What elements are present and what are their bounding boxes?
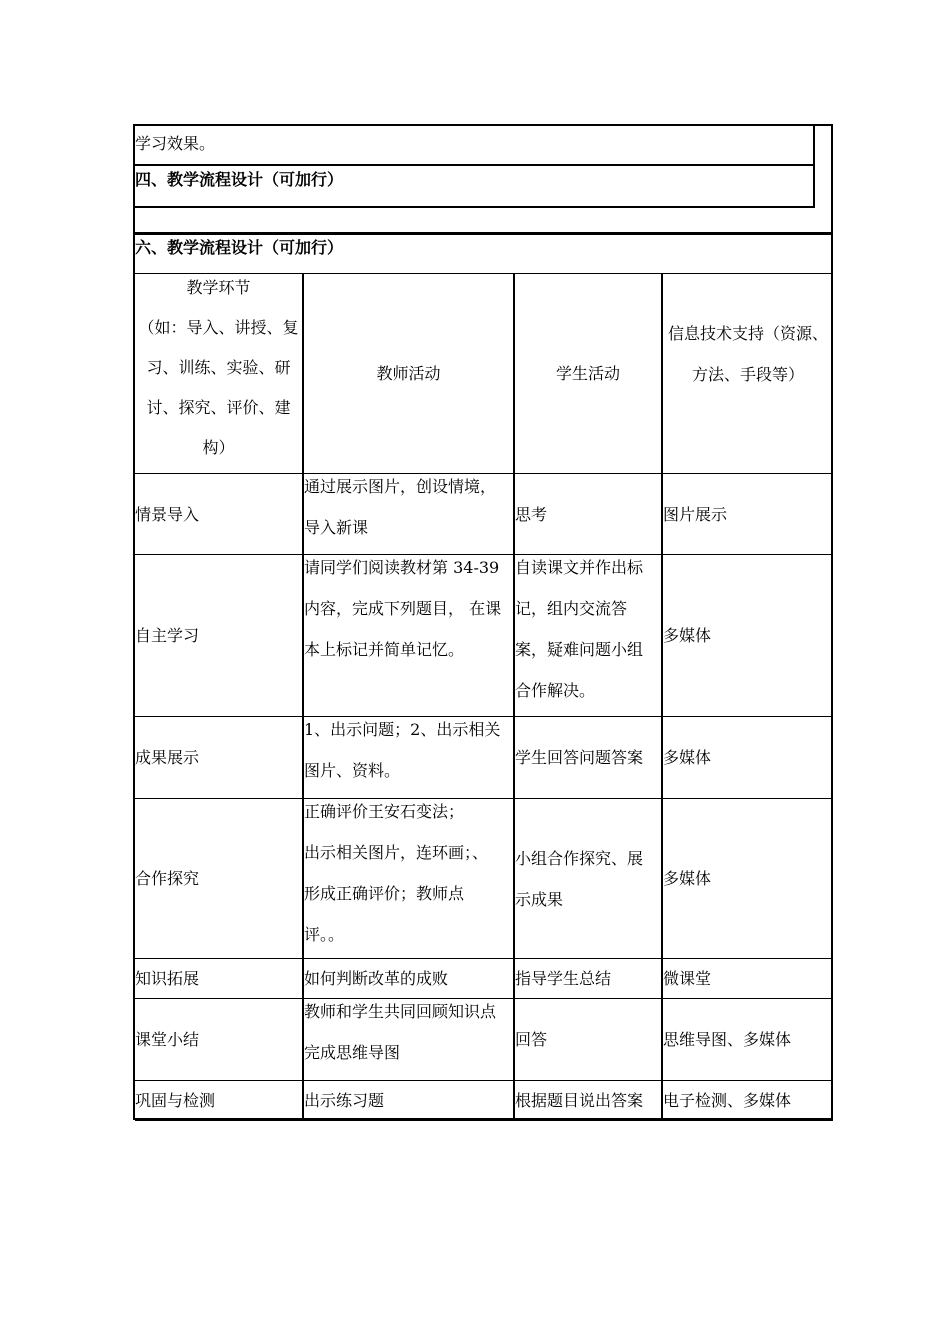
header-tech-wrap (668, 313, 828, 395)
cell-line: 完成思维导图 (304, 1043, 401, 1062)
table-cell-tech (662, 1081, 833, 1121)
cell-text (515, 494, 547, 535)
cell-text (663, 494, 727, 535)
teaching-flow-table (133, 274, 833, 1120)
section6-row (133, 234, 833, 274)
table-cell-student (515, 717, 662, 799)
cell-text (663, 1081, 791, 1121)
cell-line: 学生回答问题答案 (515, 748, 644, 767)
cell-text (135, 615, 199, 656)
table-cell-tech (662, 474, 833, 555)
cell-line: 根据题目说出答案 (515, 1091, 644, 1110)
cell-line: 合作探究 (135, 869, 200, 888)
cell-text (135, 1081, 215, 1121)
cell-line: 多媒体 (663, 748, 712, 767)
header-teacher-label: 教师活动 (376, 364, 441, 383)
cell-text (663, 737, 711, 778)
cell-line: 自读课文并作出标 (515, 558, 644, 577)
cell-text (515, 838, 643, 920)
header-tech (662, 274, 833, 474)
table-cell-student (515, 799, 662, 959)
cell-text (663, 959, 711, 999)
header-stage-line: 构） (202, 438, 235, 457)
table-cell-student (515, 555, 662, 717)
table-cell-tech (662, 799, 833, 959)
header-stage-line: （如：导入、讲授、复 (138, 318, 299, 337)
cell-line: 多媒体 (663, 626, 712, 645)
header-stage-line: 习、训练、实验、研 (146, 358, 291, 377)
table-cell-student (515, 474, 662, 555)
header-student-label: 学生活动 (555, 364, 620, 383)
cell-line: 自主学习 (135, 626, 200, 645)
table-cell-tech (662, 999, 833, 1081)
header-teacher (303, 274, 515, 474)
cell-line: 1、出示问题；2、出示相关 (304, 720, 501, 739)
cell-text (135, 1019, 199, 1060)
cell-text (304, 959, 448, 999)
cell-text (515, 737, 643, 778)
cell-text (663, 615, 711, 656)
table-cell-student (515, 959, 662, 999)
section4-heading: 四、教学流程设计（可加行） (135, 170, 344, 189)
section6-heading: 六、教学流程设计（可加行） (135, 238, 344, 257)
header-stage-line: 讨、探究、评价、建 (146, 398, 291, 417)
cell-line: 电子检测、多媒体 (663, 1091, 792, 1110)
upper-row-continued (135, 126, 815, 166)
cell-text (135, 959, 199, 999)
cell-line: 指导学生总结 (515, 969, 612, 988)
header-student (515, 274, 662, 474)
cell-text (515, 1081, 643, 1121)
cell-line: 形成正确评价；教师点 (304, 884, 465, 903)
cell-line: 教师和学生共同回顾知识点 (304, 1002, 497, 1021)
cell-line: 微课堂 (663, 969, 712, 988)
table-cell-teacher (303, 555, 515, 717)
table-cell-stage (135, 1081, 303, 1121)
cell-text (304, 799, 513, 955)
cell-line: 示成果 (515, 889, 564, 909)
table-cell-tech (662, 717, 833, 799)
table-cell-stage (135, 555, 303, 717)
cell-text (515, 959, 611, 999)
cell-line: 成果展示 (135, 748, 200, 767)
cell-text (663, 858, 711, 899)
cell-line: 通过展示图片，创设情境， (304, 477, 497, 496)
table-cell-stage (135, 959, 303, 999)
table-cell-stage (135, 799, 303, 959)
cell-line: 记，组内交流答 (515, 599, 628, 618)
cell-text (135, 737, 199, 778)
cell-line: 课堂小结 (135, 1030, 200, 1049)
cell-text (304, 1081, 384, 1121)
cell-text (304, 555, 513, 670)
cell-text (304, 474, 513, 548)
table-cell-teacher (303, 1081, 515, 1121)
cell-line: 情景导入 (135, 504, 200, 524)
cell-line: 请同学们阅读教材第 34-39 (304, 558, 500, 577)
cell-text (135, 858, 199, 899)
cell-line: 小组合作探究、展 (515, 848, 644, 868)
cell-text (304, 717, 513, 791)
cell-line: 出示练习题 (304, 1091, 385, 1110)
table-cell-student (515, 1081, 662, 1121)
header-tech-line: 信息技术支持（资源、 (667, 323, 828, 343)
upper-row-section4 (135, 166, 815, 208)
cell-line: 评。。 (304, 925, 345, 944)
table-cell-stage (135, 717, 303, 799)
cell-line: 多媒体 (663, 869, 712, 888)
table-cell-stage (135, 474, 303, 555)
cell-text (663, 1019, 791, 1060)
cell-line: 正确评价王安石变法； (304, 802, 465, 821)
table-cell-stage (135, 999, 303, 1081)
cell-line: 内容，完成下列题目， 在课 (304, 599, 502, 618)
cell-line: 导入新课 (304, 518, 369, 537)
cell-line: 如何判断改革的成败 (304, 969, 449, 988)
header-stage-line: 教学环节 (186, 278, 251, 297)
cell-line: 知识拓展 (135, 969, 200, 988)
table-cell-teacher (303, 474, 515, 555)
cell-line: 思考 (515, 504, 548, 524)
cell-text (304, 999, 513, 1073)
header-tech-line: 方法、手段等） (691, 364, 804, 384)
cell-line: 回答 (515, 1030, 548, 1049)
cell-line: 案，疑难问题小组 (515, 640, 644, 659)
table-cell-teacher (303, 799, 515, 959)
cell-line: 图片、资料。 (304, 761, 401, 780)
table-cell-teacher (303, 959, 515, 999)
table-cell-teacher (303, 717, 515, 799)
cell-line: 本上标记并简单记忆。 (304, 640, 465, 659)
table-cell-teacher (303, 999, 515, 1081)
cell-line: 思维导图、多媒体 (663, 1030, 792, 1049)
cell-line: 图片展示 (663, 504, 728, 524)
cell-line: 巩固与检测 (135, 1091, 216, 1110)
cell-line: 出示相关图片，连环画；、 (304, 843, 489, 862)
cell-text (135, 494, 199, 535)
cell-text (515, 555, 661, 711)
table-cell-tech (662, 555, 833, 717)
continued-text: 学习效果。 (135, 134, 216, 153)
table-cell-tech (662, 959, 833, 999)
cell-line: 合作解决。 (515, 681, 596, 700)
table-cell-student (515, 999, 662, 1081)
cell-text (515, 1019, 547, 1060)
header-stage (135, 274, 303, 474)
